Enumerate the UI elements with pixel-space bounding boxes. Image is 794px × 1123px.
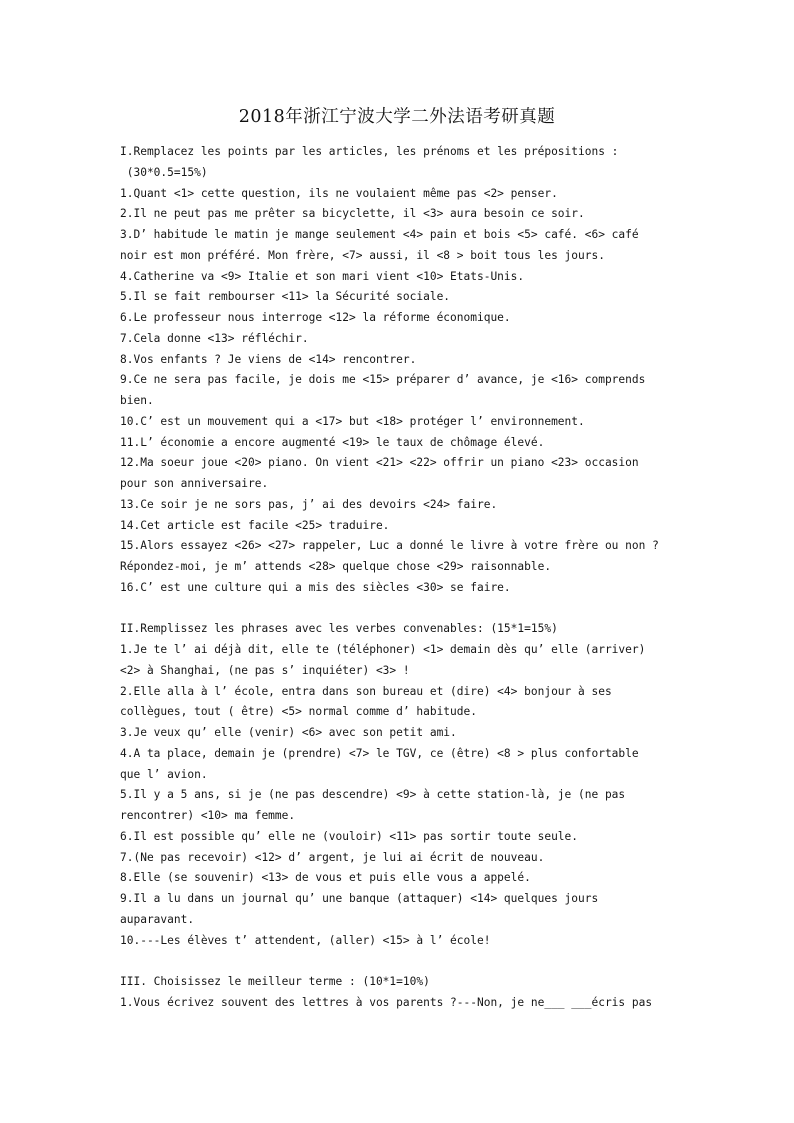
exercise-line: 10.C’ est un mouvement qui a <17> but <18> protéger l’ environnement.: [120, 414, 585, 428]
exercise-line: 11.L’ économie a encore augmenté <19> le taux de chômage élevé.: [120, 435, 545, 449]
exercise-line: 2.Il ne peut pas me prêter sa bicyclette, il <3> aura besoin ce soir.: [120, 207, 585, 221]
exercise-line: 12.Ma soeur joue <20> piano. On vient <21> <22> offrir un piano <23> occasion: [120, 456, 639, 470]
exercise-line: 8.Vos enfants ? Je viens de <14> rencontrer.: [120, 352, 417, 366]
section-heading: III. Choisissez le meilleur terme : (10*1=10%): [120, 975, 430, 988]
section-choose-term: [120, 972, 690, 1014]
exercise-line: Répondez-moi, je m’ attends <28> quelque chose <29> raisonnable.: [120, 560, 552, 573]
exercise-line: 16.C’ est une culture qui a mis des siècles <30> se faire.: [120, 580, 511, 594]
exercise-line: 4.A ta place, demain je (prendre) <7> le TGV, ce (être) <8 > plus confortable: [120, 746, 639, 760]
exercise-line: 1.Quant <1> cette question, ils ne voulaient même pas <2> penser.: [120, 186, 558, 200]
exercise-line: 14.Cet article est facile <25> traduire.: [120, 518, 390, 532]
exercise-line: 5.Il se fait rembourser <11> la Sécurité sociale.: [120, 290, 451, 304]
exercise-line: 8.Elle (se souvenir) <13> de vous et puis elle vous a appelé.: [120, 871, 531, 885]
exercise-line: 1.Vous écrivez souvent des lettres à vos parents ?---Non, je ne___ ___écris pas: [120, 995, 653, 1009]
page-title: 2018年浙江宁波大学二外法语考研真题: [238, 107, 556, 127]
section-heading: II.Remplissez les phrases avec les verbes convenables: (15*1=15%): [120, 622, 558, 636]
exercise-line: 15.Alors essayez <26> <27> rappeler, Luc a donné le livre à votre frère ou non ?: [120, 539, 659, 553]
exercise-line: 7.Cela donne <13> réfléchir.: [120, 331, 309, 345]
exercise-line: auparavant.: [120, 912, 195, 926]
exercise-line: noir est mon préféré. Mon frère, <7> aussi, il <8 > boit tous les jours.: [120, 248, 605, 262]
document-body: [120, 142, 690, 1014]
exercise-line: <2> à Shanghai, (ne pas s’ inquiéter) <3> !: [120, 663, 410, 677]
exercise-line: 9.Ce ne sera pas facile, je dois me <15> préparer d’ avance, je <16> comprends: [120, 373, 646, 387]
section-verbs: [120, 619, 690, 951]
exercise-line: 7.(Ne pas recevoir) <12> d’ argent, je lui ai écrit de nouveau.: [120, 850, 545, 864]
exercise-line: 6.Le professeur nous interroge <12> la réforme économique.: [120, 311, 511, 324]
exercise-line: 6.Il est possible qu’ elle ne (vouloir) <11> pas sortir toute seule.: [120, 829, 579, 843]
exercise-line: pour son anniversaire.: [120, 477, 269, 490]
section-articles-prepositions: [120, 142, 690, 599]
exercise-line: rencontrer) <10> ma femme.: [120, 809, 296, 822]
section-scoring: (30*0.5=15%): [120, 165, 208, 179]
exercise-line: collègues, tout ( être) <5> normal comme d’ habitude.: [120, 705, 477, 719]
exercise-line: bien.: [120, 394, 154, 407]
exercise-line: 2.Elle alla à l’ école, entra dans son bureau et (dire) <4> bonjour à ses: [120, 684, 612, 698]
exercise-line: 4.Catherine va <9> Italie et son mari vient <10> Etats-Unis.: [120, 269, 525, 283]
exercise-line: 1.Je te l’ ai déjà dit, elle te (téléphoner) <1> demain dès qu’ elle (arriver): [120, 643, 646, 656]
exercise-line: 13.Ce soir je ne sors pas, j’ ai des devoirs <24> faire.: [120, 497, 498, 511]
section-spacer: [120, 599, 690, 620]
exercise-line: 9.Il a lu dans un journal qu’ une banque (attaquer) <14> quelques jours: [120, 892, 599, 905]
exercise-line: 5.Il y a 5 ans, si je (ne pas descendre) <9> à cette station-là, je (ne pas: [120, 788, 626, 802]
exercise-line: 10.---Les élèves t’ attendent, (aller) <15> à l’ école!: [120, 933, 491, 947]
exercise-line: que l’ avion.: [120, 767, 208, 781]
section-heading: I.Remplacez les points par les articles, les prénoms et les prépositions :: [120, 145, 619, 158]
section-spacer: [120, 951, 690, 972]
exercise-line: 3.D’ habitude le matin je mange seulement <4> pain et bois <5> café. <6> café: [120, 228, 639, 241]
exercise-line: 3.Je veux qu’ elle (venir) <6> avec son petit ami.: [120, 726, 457, 739]
